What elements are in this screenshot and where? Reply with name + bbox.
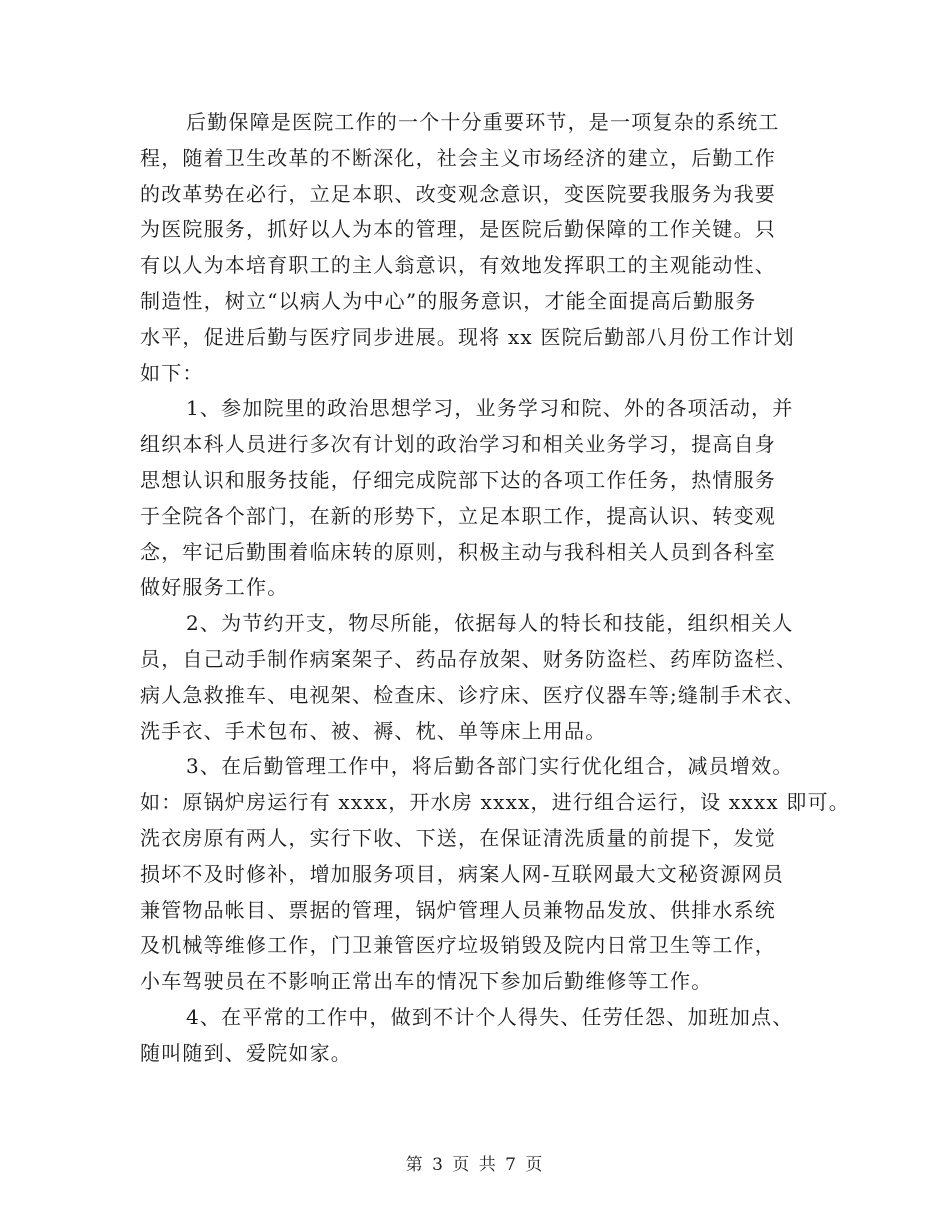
text-line: 的改革势在必行，立足本职、改变观念意识，变医院要我服务为我要 [140,181,776,206]
paragraph-first-line: 3、在后勤管理工作中，将后勤各部门实行优化组合，减员增效。 [186,754,794,779]
text-line: 如：原锅炉房运行有 xxxx，开水房 xxxx，进行组合运行，设 xxxx 即可。 [140,790,850,815]
text-line: 于全院各个部门，在新的形势下，立足本职工作，提高认识、转变观 [140,503,776,528]
text-line: 员，自己动手制作病案架子、药品存放架、财务防盗栏、药库防盗栏、 [140,646,798,671]
paragraph-first-line: 4、在平常的工作中，做到不计个人得失、任劳任怨、加班加点、 [186,1004,794,1029]
text-line: 程，随着卫生改革的不断深化，社会主义市场经济的建立，后勤工作 [140,145,776,170]
text-line: 洗手衣、手术包布、被、褥、枕、单等床上用品。 [140,718,607,743]
page-number-footer: 第 3 页 共 7 页 [405,1155,545,1175]
text-line: 念，牢记后勤围着临床转的原则，积极主动与我科相关人员到各科室 [140,539,776,564]
document-body [140,105,850,1072]
text-line: 兼管物品帐目、票据的管理，锅炉管理人员兼物品发放、供排水系统 [140,897,776,922]
text-line: 思想认识和服务技能，仔细完成院部下达的各项工作任务，热情服务 [140,467,776,492]
text-line: 组织本科人员进行多次有计划的政治学习和相关业务学习，提高自身 [140,432,776,457]
text-line: 有以人为本培育职工的主人翁意识，有效地发挥职工的主观能动性、 [140,253,776,278]
text-line: 水平，促进后勤与医疗同步进展。现将 xx 医院后勤部八月份工作计划 [140,324,795,349]
text-line: 如下： [140,360,204,385]
paragraph-first-line: 后勤保障是医院工作的一个十分重要环节，是一项复杂的系统工 [186,110,780,134]
text-line: 为医院服务，抓好以人为本的管理，是医院后勤保障的工作关键。只 [140,217,776,242]
text-line: 及机械等维修工作，门卫兼管医疗垃圾销毁及院内日常卫生等工作， [140,933,776,958]
text-line: 做好服务工作。 [140,575,289,600]
text-line: 随叫随到、爱院如家。 [140,1040,352,1065]
paragraph-first-line: 1、参加院里的政治思想学习，业务学习和院、外的各项活动，并 [186,396,794,421]
text-line: 病人急救推车、电视架、检查床、诊疗床、医疗仪器车等;缝制手术衣、 [140,682,806,707]
paragraph-first-line: 2、为节约开支，物尽所能，依据每人的特长和技能，组织相关人 [186,611,794,636]
text-line: 制造性，树立“以病人为中心”的服务意识，才能全面提高后勤服务 [140,288,757,313]
text-line: 损坏不及时修补，增加服务项目，病案人网-互联网最大文秘资源网员 [140,861,784,886]
text-line: 小车驾驶员在不影响正常出车的情况下参加后勤维修等工作。 [140,969,713,994]
text-line: 洗衣房原有两人，实行下收、下送，在保证清洗质量的前提下，发觉 [140,825,776,850]
